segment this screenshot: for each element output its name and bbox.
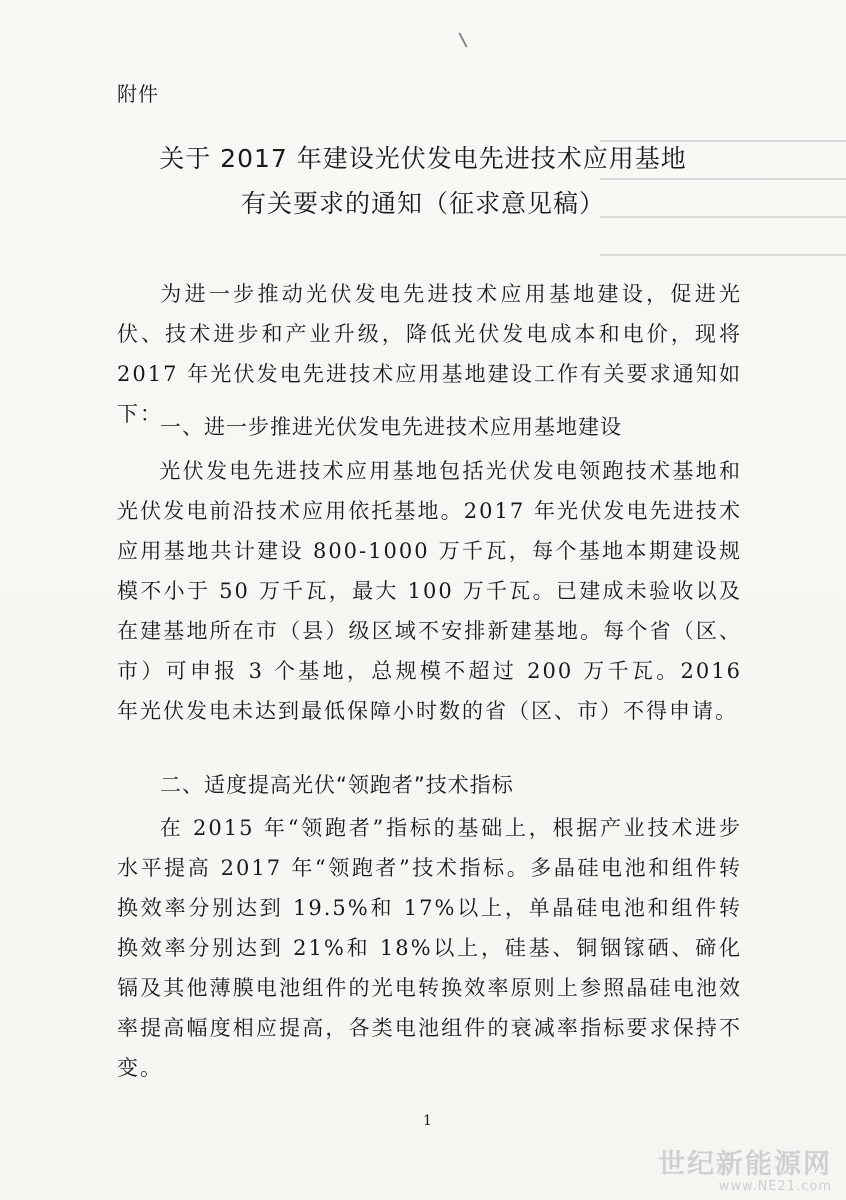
- attachment-label: 附件: [117, 82, 159, 106]
- intro-paragraph-text: 为进一步推动光伏发电先进技术应用基地建设，促进光伏、技术进步和产业升级，降低光伏发电成本和电价，现将 2017 年光伏发电先进技术应用基地建设工作有关要求通知如下：: [117, 282, 742, 426]
- site-watermark: [658, 1142, 832, 1194]
- section-1-paragraph: [117, 451, 742, 731]
- section-1-paragraph-text: 光伏发电先进技术应用基地包括光伏发电领跑技术基地和光伏发电前沿技术应用依托基地。2017 年光伏发电先进技术应用基地共计建设 800-1000 万千瓦，每个基地本期建设规模不小于 50 万千瓦，最大 100 万千瓦。已建成未验收以及在建基地所在市（县）级区域不安排新建基地。每个省（区、市）可申报 3 个基地，总规模不超过 200 万千瓦。2016 年光伏发电未达到最低保障小时数的省（区、市）不得申请。: [117, 459, 742, 723]
- section-2-heading: 二、适度提高光伏“领跑者”技术指标: [160, 773, 514, 797]
- section-1-heading: 一、进一步推进光伏发电先进技术应用基地建设: [160, 415, 622, 439]
- section-2-paragraph: [117, 808, 742, 1088]
- scan-mark: [458, 32, 467, 47]
- watermark-site-name: 世纪新能源网: [658, 1149, 832, 1180]
- document-title-line-2: 有关要求的通知（征求意见稿）: [240, 189, 605, 218]
- document-title-line-1: 关于 2017 年建设光伏发电先进技术应用基地: [159, 144, 687, 173]
- page-number: 1: [423, 1113, 432, 1129]
- intro-paragraph: [117, 274, 742, 434]
- watermark-site-url: www.NE21.com: [718, 1179, 832, 1194]
- section-2-paragraph-text: 在 2015 年“领跑者”指标的基础上，根据产业技术进步水平提高 2017 年“领跑者”技术指标。多晶硅电池和组件转换效率分别达到 19.5%和 17%以上，单晶硅电池和组件转换效率分别达到 21%和 18%以上，硅基、铜铟镓硒、碲化镉及其他薄膜电池组件的光电转换效率原则上参照晶硅电池效率提高幅度相应提高，各类电池组件的衰减率指标要求保持不变。: [117, 816, 742, 1080]
